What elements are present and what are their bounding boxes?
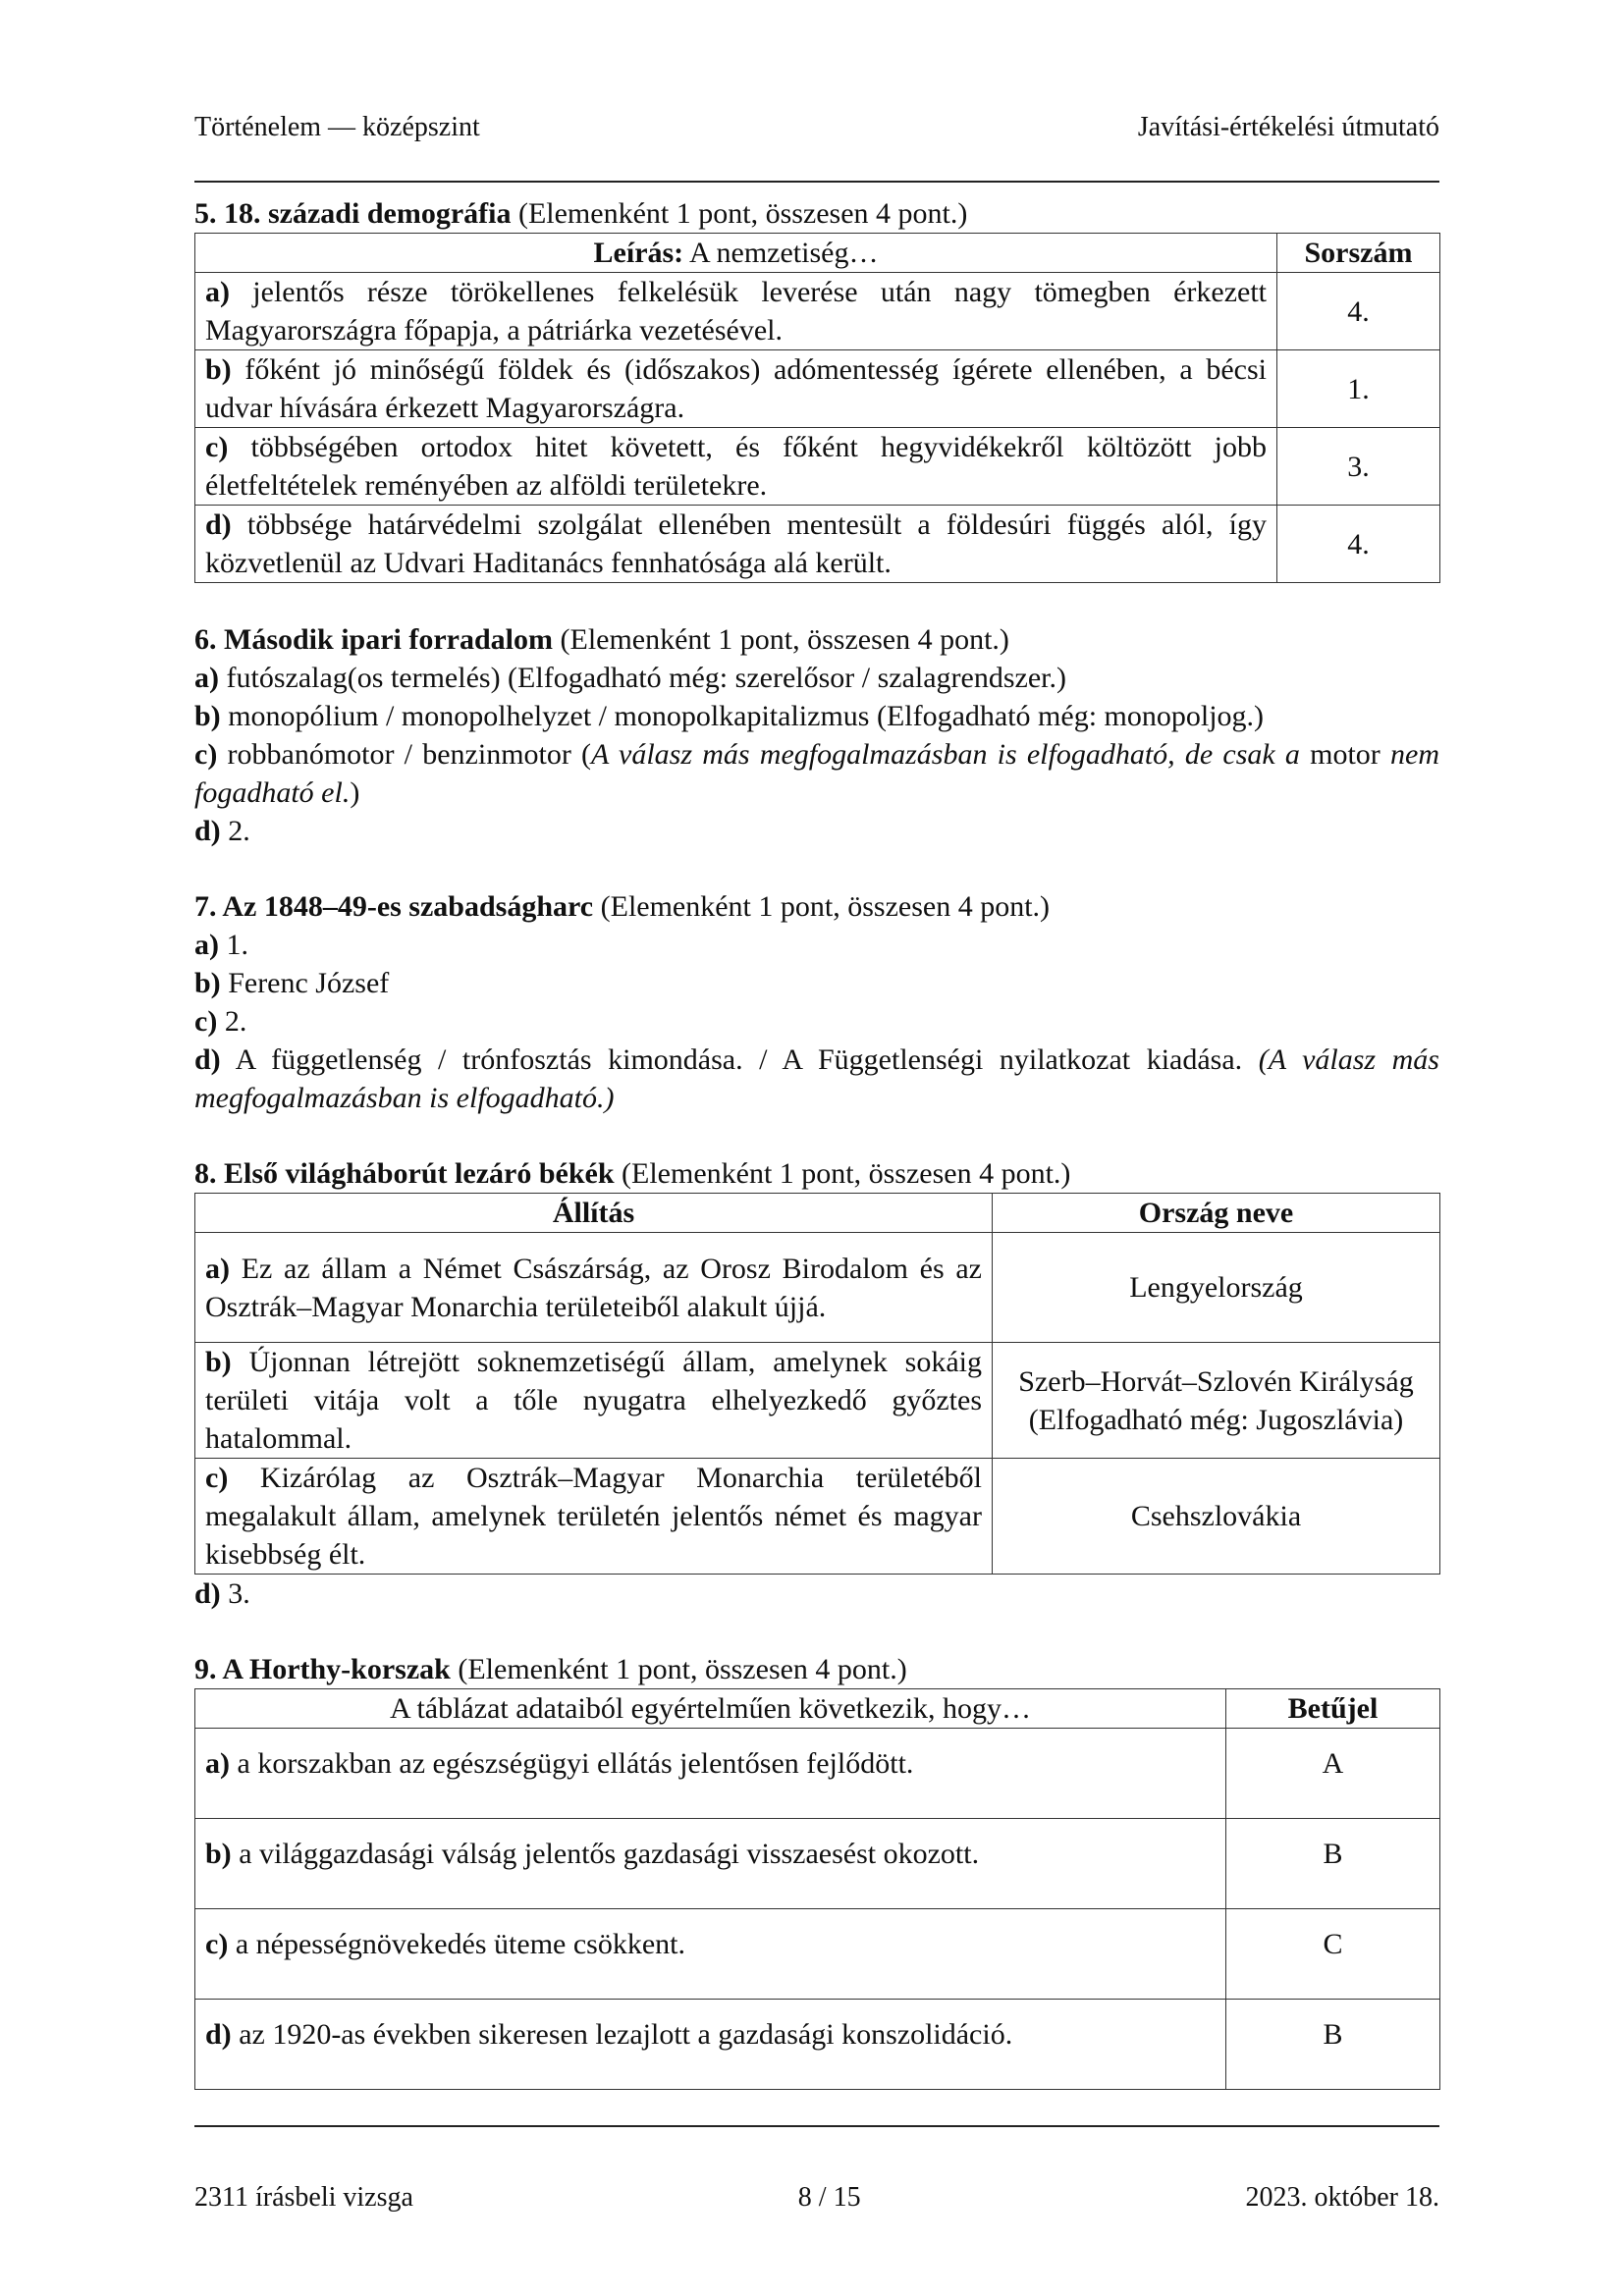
q7-answer-b: b) Ferenc József [194, 967, 390, 999]
answer-cell: B [1226, 2000, 1440, 2090]
q5-col-number: Sorszám [1277, 234, 1440, 273]
header-subject: Történelem — középszint [194, 112, 480, 142]
table-row: c) a népességnövekedés üteme csökkent. C [195, 1909, 1440, 2000]
answer-cell: 3. [1277, 428, 1440, 506]
footer-rule [194, 2125, 1439, 2127]
header-rule [194, 181, 1439, 183]
page-header [194, 108, 1439, 147]
q6-answer-a: a) futószalag(os termelés) (Elfogadható még: szerelősor / szalagrendszer.) [194, 662, 1066, 694]
footer-exam-code: 2311 írásbeli vizsga [194, 2182, 413, 2213]
q7-answer-c: c) 2. [194, 1005, 247, 1038]
q6-title: 6. Második ipari forradalom (Elemenként 1 pont, összesen 4 pont.) [194, 623, 1009, 656]
table-row: a) a korszakban az egészségügyi ellátás jelentősen fejlődött. A [195, 1729, 1440, 1819]
answer-cell: A [1226, 1729, 1440, 1819]
page-footer [194, 2178, 1439, 2217]
q8-header-row [195, 1194, 1440, 1233]
q7-title: 7. Az 1848–49-es szabadságharc (Elemenként 1 pont, összesen 4 pont.) [194, 890, 1051, 923]
table-row: a) jelentős része törökellenes felkelésük leverése után nagy tömegben érkezett Magyarországra főpapja, a pátriárka vezetésével. 4. [195, 273, 1440, 350]
q9-title: 9. A Horthy-korszak (Elemenként 1 pont, összesen 4 pont.) [194, 1653, 907, 1685]
answer-cell: C [1226, 1909, 1440, 2000]
table-row: c) Kizárólag az Osztrák–Magyar Monarchia területéből megalakult állam, amelynek területén jelentős német és magyar kisebbség élt. Csehszlovákia [195, 1459, 1440, 1575]
q9-col-statement: A táblázat adataiból egyértelműen következik, hogy… [195, 1689, 1226, 1729]
q5-col-description: Leírás: A nemzetiség… [195, 234, 1277, 273]
table-row: d) többsége határvédelmi szolgálat ellenében mentesült a földesúri függés alól, így közvetlenül az Udvari Haditanács fennhatósága alá került. 4. [195, 506, 1440, 583]
table-row: b) a világgazdasági válság jelentős gazdasági visszaesést okozott. B [195, 1819, 1440, 1909]
table-row: d) az 1920-as években sikeresen lezajlott a gazdasági konszolidáció. B [195, 2000, 1440, 2090]
q5-table [194, 233, 1440, 583]
q6-answer-b: b) monopólium / monopolhelyzet / monopolkapitalizmus (Elfogadható még: monopoljog.) [194, 700, 1265, 732]
q7-answer-a: a) 1. [194, 929, 248, 961]
answer-key-content [194, 194, 1439, 2090]
q5-title: 5. 18. századi demográfia (Elemenként 1 pont, összesen 4 pont.) [194, 197, 968, 230]
answer-cell: 1. [1277, 350, 1440, 428]
q5-header-row [195, 234, 1440, 273]
q8-answer-d: d) 3. [194, 1577, 250, 1610]
q7-answer-d: d) A függetlenség / trónfosztás kimondása. / A Függetlenségi nyilatkozat kiadása. (A válasz más megfogalmazásban is elfogadható.) [194, 1043, 1439, 1114]
q8-col-statement: Állítás [195, 1194, 993, 1233]
q8-table [194, 1193, 1440, 1575]
table-row: b) Újonnan létrejött soknemzetiségű állam, amelynek sokáig területi vitája volt a tőle nyugatra elhelyezkedő győztes hatalommal. Szerb–Horvát–Szlovén Királyság (Elfogadható még: Jugoszlávia) [195, 1343, 1440, 1459]
page-number: 8 / 15 [797, 2182, 861, 2213]
q9-table [194, 1688, 1440, 2090]
answer-cell: Lengyelország [993, 1233, 1440, 1343]
answer-cell: B [1226, 1819, 1440, 1909]
q9-col-letter: Betűjel [1226, 1689, 1440, 1729]
q8-title: 8. Első világháborút lezáró békék (Elemenként 1 pont, összesen 4 pont.) [194, 1157, 1071, 1190]
answer-cell: 4. [1277, 273, 1440, 350]
answer-cell: Csehszlovákia [993, 1459, 1440, 1575]
table-row: a) Ez az állam a Német Császárság, az Orosz Birodalom és az Osztrák–Magyar Monarchia területeiből alakult újjá. Lengyelország [195, 1233, 1440, 1343]
answer-cell: 4. [1277, 506, 1440, 583]
table-row: c) többségében ortodox hitet követett, és főként hegyvidékekről költözött jobb életfeltételek reményében az alföldi területekre. 3. [195, 428, 1440, 506]
q9-header-row [195, 1689, 1440, 1729]
footer-date: 2023. október 18. [1245, 2182, 1439, 2213]
q6-answer-c: c) robbanómotor / benzinmotor (A válasz más megfogalmazásban is elfogadható, de csak a motor nem fogadható el.) [194, 738, 1439, 809]
table-row: b) főként jó minőségű földek és (időszakos) adómentesség ígérete ellenében, a bécsi udvar hívására érkezett Magyarországra. 1. [195, 350, 1440, 428]
header-doc-type: Javítási-értékelési útmutató [1137, 112, 1439, 142]
q6-answer-d: d) 2. [194, 815, 250, 847]
answer-cell: Szerb–Horvát–Szlovén Királyság (Elfogadható még: Jugoszlávia) [993, 1343, 1440, 1459]
q8-col-country: Ország neve [993, 1194, 1440, 1233]
